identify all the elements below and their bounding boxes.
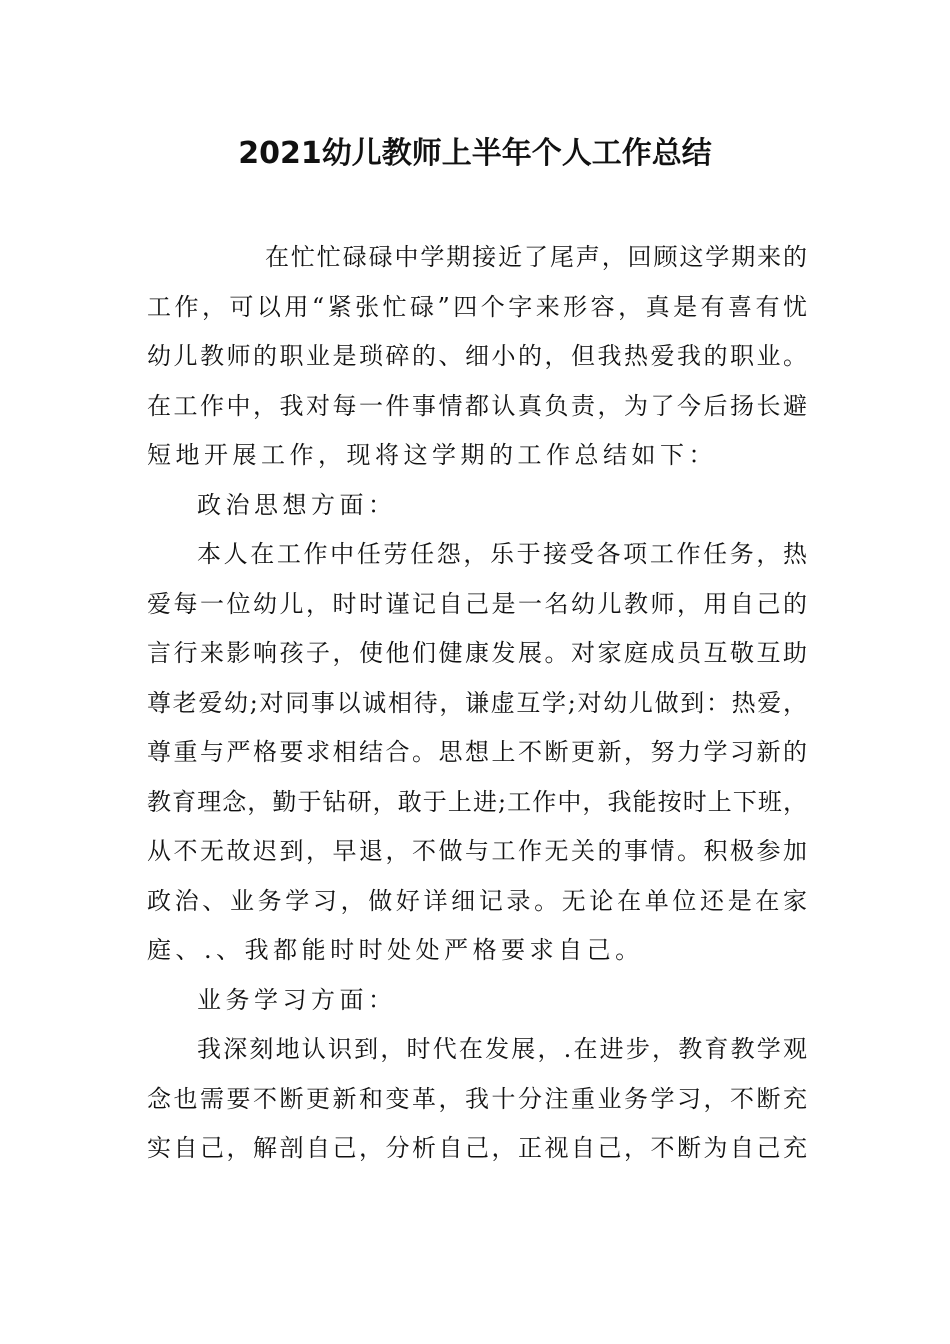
- paragraph-line: 爱每一位幼儿，时时谨记自己是一名幼儿教师，用自己的: [147, 589, 807, 618]
- paragraph-line: 我深刻地认识到，时代在发展，.在进步，教育教学观: [197, 1035, 807, 1063]
- document-body: [147, 233, 807, 1174]
- paragraph-line: 在忙忙碌碌中学期接近了尾声，回顾这学期来的: [265, 243, 807, 271]
- paragraph-line: 尊老爱幼;对同事以诚相待，谦虚互学;对幼儿做到：热爱，: [147, 688, 807, 717]
- paragraph-line: 短地开展工作，现将这学期的工作总结如下：: [147, 441, 717, 469]
- paragraph-line: 教育理念，勤于钻研，敢于上进;工作中，我能按时上下班，: [147, 787, 807, 816]
- paragraph-line: 庭、.、我都能时时处处严格要求自己。: [147, 936, 644, 964]
- paragraph-line: 工作，可以用“紧张忙碌”四个字来形容，真是有喜有忧: [147, 292, 807, 321]
- paragraph-line: 政治、业务学习，做好详细记录。无论在单位还是在家: [147, 886, 807, 915]
- paragraph-line: 念也需要不断更新和变革，我十分注重业务学习，不断充: [147, 1084, 807, 1113]
- document-title: 2021幼儿教师上半年个人工作总结: [238, 136, 712, 171]
- paragraph-line: 尊重与严格要求相结合。思想上不断更新，努力学习新的: [147, 738, 807, 766]
- paragraph-line: 从不无故迟到，早退，不做与工作无关的事情。积极参加: [147, 837, 807, 865]
- paragraph-line: 实自己，解剖自己，分析自己，正视自己，不断为自己充: [147, 1134, 807, 1162]
- paragraph-line: 在工作中，我对每一件事情都认真负责，为了今后扬长避: [147, 391, 807, 420]
- paragraph-line: 言行来影响孩子，使他们健康发展。对家庭成员互敬互助: [147, 639, 807, 667]
- paragraph-line: 幼儿教师的职业是琐碎的、细小的，但我热爱我的职业。: [147, 342, 807, 370]
- paragraph-line: 本人在工作中任劳任怨，乐于接受各项工作任务，热: [197, 540, 807, 568]
- section-heading: 业务学习方面：: [197, 985, 397, 1014]
- section-heading: 政治思想方面：: [197, 490, 397, 519]
